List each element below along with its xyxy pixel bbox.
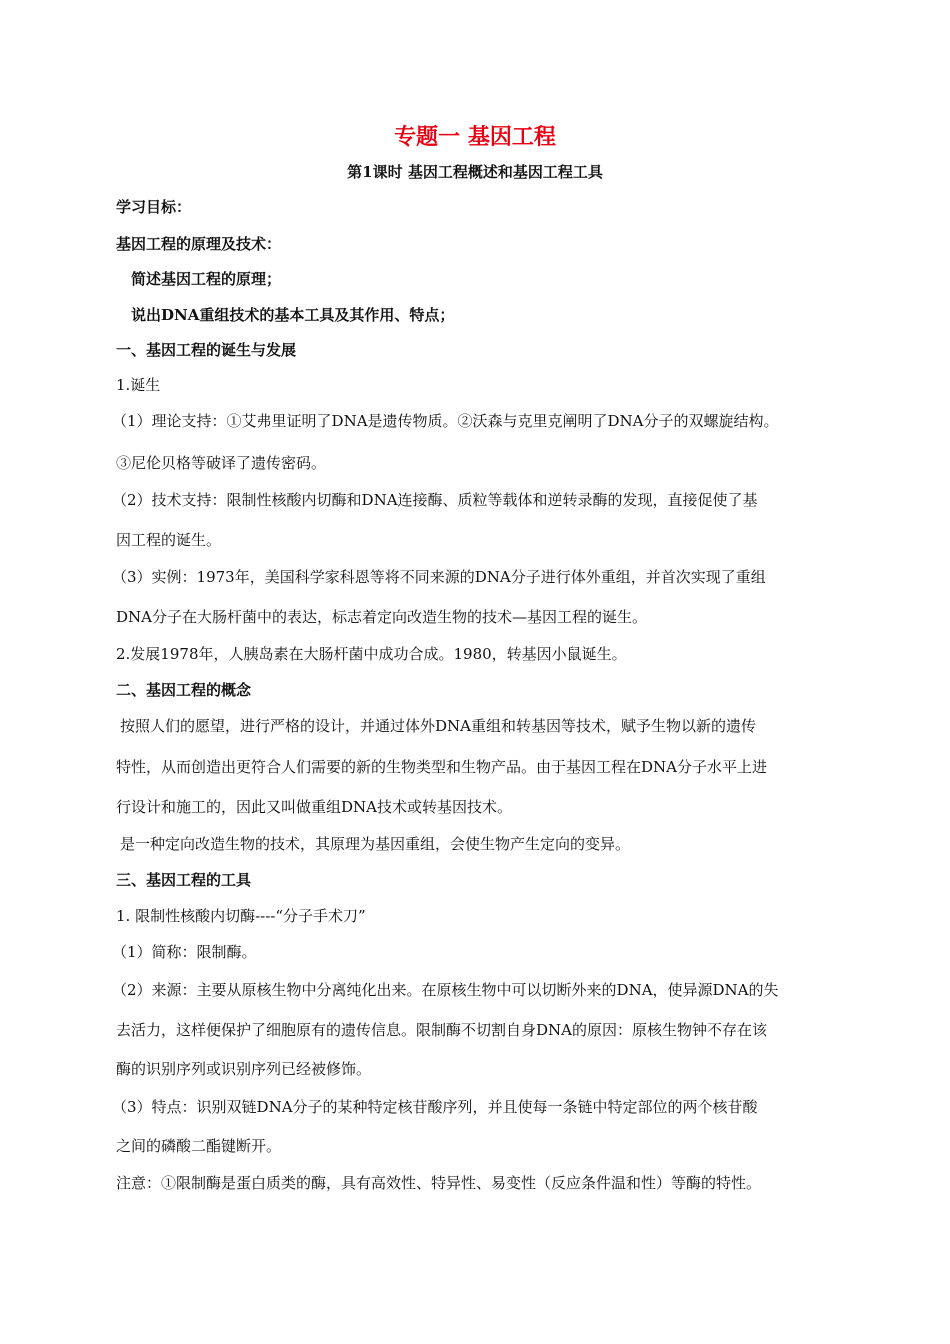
example-line-1: （3）实例：1973年，美国科学家科恩等将不同来源的DNA分子进行体外重组，并首次实现了重组 [112, 568, 766, 586]
section-2-heading: 二、基因工程的概念 [116, 681, 252, 699]
abbr-line: （1）简称：限制酶。 [112, 943, 257, 961]
section-3-heading: 三、基因工程的工具 [116, 871, 252, 889]
concept-line-4: 是一种定向改造生物的技术，其原理为基因重组，会使生物产生定向的变异。 [120, 835, 631, 853]
note-line: 注意：①限制酶是蛋白质类的酶，具有高效性、特异性、易变性（反应条件温和性）等酶的特性。 [116, 1174, 762, 1192]
theory-line-2: ③尼伦贝格等破译了遗传密码。 [116, 454, 327, 472]
feature-line-1: （3）特点：识别双链DNA分子的某种特定核苷酸序列，并且使每一条链中特定部位的两个核苷酸 [112, 1098, 758, 1116]
page-title: 专题一 基因工程 [394, 124, 556, 150]
source-line-3: 酶的识别序列或识别序列已经被修饰。 [116, 1060, 372, 1078]
section-1-heading: 一、基因工程的诞生与发展 [116, 341, 297, 359]
goal-item-2: 说出DNA重组技术的基本工具及其作用、特点； [131, 306, 455, 324]
birth-label: 1.诞生 [116, 376, 161, 394]
tech-line-1: （2）技术支持：限制性核酸内切酶和DNA连接酶、质粒等载体和逆转录酶的发现，直接促使了基 [112, 491, 758, 509]
goals-heading: 学习目标： [116, 198, 192, 216]
concept-line-1: 按照人们的愿望，进行严格的设计，并通过体外DNA重组和转基因等技术，赋予生物以新的遗传 [120, 717, 756, 735]
concept-line-3: 行设计和施工的，因此又叫做重组DNA技术或转基因技术。 [116, 798, 512, 816]
feature-line-2: 之间的磷酸二酯键断开。 [116, 1137, 282, 1155]
source-line-1: （2）来源：主要从原核生物中分离纯化出来。在原核生物中可以切断外来的DNA，使异源DNA的失 [112, 981, 779, 999]
theory-line-1: （1）理论支持：①艾弗里证明了DNA是遗传物质。②沃森与克里克阐明了DNA分子的双螺旋结构。 [112, 412, 779, 430]
source-line-2: 去活力，这样便保护了细胞原有的遗传信息。限制酶不切割自身DNA的原因：原核生物钟不存在该 [116, 1021, 767, 1039]
tool-item-1: 1. 限制性核酸内切酶----“分子手术刀” [116, 907, 366, 925]
lesson-subtitle: 第1课时 基因工程概述和基因工程工具 [347, 163, 603, 181]
development-line: 2.发展1978年，人胰岛素在大肠杆菌中成功合成。1980，转基因小鼠诞生。 [116, 645, 627, 663]
goal-item-1: 简述基因工程的原理； [131, 270, 282, 288]
goals-subheading: 基因工程的原理及技术： [116, 235, 282, 253]
example-line-2: DNA分子在大肠杆菌中的表达，标志着定向改造生物的技术—基因工程的诞生。 [116, 608, 647, 626]
concept-line-2: 特性，从而创造出更符合人们需要的新的生物类型和生物产品。由于基因工程在DNA分子水平上进 [116, 758, 767, 776]
tech-line-2: 因工程的诞生。 [116, 531, 222, 549]
